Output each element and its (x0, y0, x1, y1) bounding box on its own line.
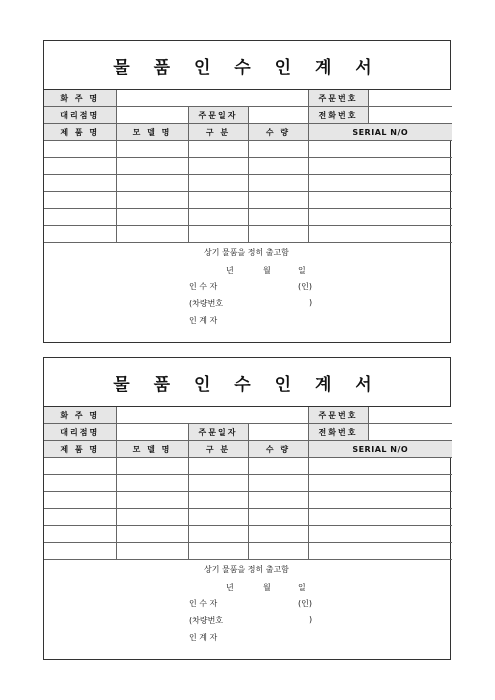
year-label: 년 (226, 266, 234, 275)
vehicle-number-open: (차량번호 (189, 299, 224, 308)
cell-product[interactable] (44, 192, 116, 209)
handover-label: 인 계 자 (189, 633, 218, 642)
cell-category[interactable] (188, 475, 248, 492)
cell-product[interactable] (44, 175, 116, 192)
phone-number-label: 전화번호 (308, 424, 368, 441)
col-model-name: 모 델 명 (116, 441, 188, 458)
item-row (44, 492, 452, 509)
phone-number-field[interactable] (368, 107, 452, 124)
cell-category[interactable] (188, 543, 248, 560)
cell-model[interactable] (116, 526, 188, 543)
phone-number-label: 전화번호 (308, 107, 368, 124)
cell-model[interactable] (116, 158, 188, 175)
order-number-field[interactable] (368, 407, 452, 424)
item-row (44, 509, 452, 526)
cell-serial[interactable] (308, 158, 452, 175)
col-product-name: 제 품 명 (44, 441, 116, 458)
receiver-label: 인 수 자 (189, 282, 218, 291)
cell-model[interactable] (116, 509, 188, 526)
day-label: 일 (298, 583, 306, 592)
col-product-name: 제 품 명 (44, 124, 116, 141)
item-row (44, 141, 452, 158)
cell-category[interactable] (188, 526, 248, 543)
cell-serial[interactable] (308, 526, 452, 543)
shipper-row (44, 90, 452, 107)
cell-product[interactable] (44, 158, 116, 175)
cell-category[interactable] (188, 192, 248, 209)
cell-model[interactable] (116, 475, 188, 492)
item-row (44, 192, 452, 209)
cell-product[interactable] (44, 209, 116, 226)
item-row (44, 526, 452, 543)
cell-product[interactable] (44, 509, 116, 526)
shipper-name-label: 화 주 명 (44, 407, 116, 424)
shipper-name-label: 화 주 명 (44, 90, 116, 107)
cell-quantity[interactable] (248, 141, 308, 158)
cell-product[interactable] (44, 141, 116, 158)
cell-product[interactable] (44, 458, 116, 475)
cell-model[interactable] (116, 458, 188, 475)
seal-mark: (인) (298, 599, 312, 608)
agency-name-field[interactable] (116, 424, 188, 441)
receiver-label: 인 수 자 (189, 599, 218, 608)
cell-quantity[interactable] (248, 209, 308, 226)
cell-serial[interactable] (308, 209, 452, 226)
cell-serial[interactable] (308, 192, 452, 209)
form-title: 물 품 인 수 인 계 서 (44, 358, 450, 407)
col-model-name: 모 델 명 (116, 124, 188, 141)
cell-serial[interactable] (308, 175, 452, 192)
year-label: 년 (226, 583, 234, 592)
col-category: 구 분 (188, 441, 248, 458)
cell-category[interactable] (188, 175, 248, 192)
cell-model[interactable] (116, 543, 188, 560)
item-row (44, 175, 452, 192)
item-row (44, 226, 452, 243)
cell-quantity[interactable] (248, 509, 308, 526)
cell-model[interactable] (116, 175, 188, 192)
order-number-field[interactable] (368, 90, 452, 107)
release-statement: 상기 물품을 정히 출고함 (204, 565, 289, 574)
seal-mark: (인) (298, 282, 312, 291)
item-row (44, 458, 452, 475)
cell-model[interactable] (116, 492, 188, 509)
shipper-row (44, 407, 452, 424)
cell-serial[interactable] (308, 475, 452, 492)
order-date-label: 주문일자 (188, 107, 248, 124)
order-date-field[interactable] (248, 424, 308, 441)
cell-product[interactable] (44, 543, 116, 560)
shipper-name-field[interactable] (116, 90, 308, 107)
receipt-form-2 (43, 357, 451, 660)
vehicle-number-close: ) (309, 298, 313, 307)
cell-product[interactable] (44, 492, 116, 509)
handover-label: 인 계 자 (189, 316, 218, 325)
form-table (44, 90, 452, 243)
receipt-form-1 (43, 40, 451, 343)
order-number-label: 주문번호 (308, 90, 368, 107)
form-table (44, 407, 452, 560)
cell-category[interactable] (188, 226, 248, 243)
item-header-row (44, 441, 452, 458)
item-row (44, 209, 452, 226)
cell-quantity[interactable] (248, 458, 308, 475)
cell-quantity[interactable] (248, 175, 308, 192)
item-row (44, 543, 452, 560)
col-quantity: 수 량 (248, 124, 308, 141)
cell-serial[interactable] (308, 458, 452, 475)
cell-category[interactable] (188, 158, 248, 175)
col-category: 구 분 (188, 124, 248, 141)
release-statement: 상기 물품을 정히 출고함 (204, 248, 289, 257)
month-label: 월 (263, 583, 271, 592)
cell-category[interactable] (188, 458, 248, 475)
cell-serial[interactable] (308, 543, 452, 560)
order-number-label: 주문번호 (308, 407, 368, 424)
order-date-label: 주문일자 (188, 424, 248, 441)
cell-product[interactable] (44, 475, 116, 492)
cell-serial[interactable] (308, 141, 452, 158)
cell-quantity[interactable] (248, 226, 308, 243)
cell-model[interactable] (116, 226, 188, 243)
agency-row (44, 107, 452, 124)
vehicle-number-close: ) (309, 615, 313, 624)
cell-model[interactable] (116, 192, 188, 209)
item-row (44, 475, 452, 492)
agency-name-label: 대리점명 (44, 424, 116, 441)
item-row (44, 158, 452, 175)
form-footer (44, 560, 450, 698)
month-label: 월 (263, 266, 271, 275)
cell-quantity[interactable] (248, 475, 308, 492)
cell-product[interactable] (44, 226, 116, 243)
cell-category[interactable] (188, 492, 248, 509)
cell-serial[interactable] (308, 226, 452, 243)
cell-serial[interactable] (308, 509, 452, 526)
cell-product[interactable] (44, 526, 116, 543)
item-header-row (44, 124, 452, 141)
col-serial-no: SERIAL N/O (308, 124, 452, 141)
order-date-field[interactable] (248, 107, 308, 124)
agency-name-field[interactable] (116, 107, 188, 124)
cell-category[interactable] (188, 141, 248, 158)
cell-category[interactable] (188, 209, 248, 226)
day-label: 일 (298, 266, 306, 275)
cell-quantity[interactable] (248, 543, 308, 560)
cell-quantity[interactable] (248, 492, 308, 509)
cell-quantity[interactable] (248, 526, 308, 543)
phone-number-field[interactable] (368, 424, 452, 441)
shipper-name-field[interactable] (116, 407, 308, 424)
cell-category[interactable] (188, 509, 248, 526)
col-serial-no: SERIAL N/O (308, 441, 452, 458)
form-title: 물 품 인 수 인 계 서 (44, 41, 450, 90)
cell-quantity[interactable] (248, 192, 308, 209)
agency-row (44, 424, 452, 441)
cell-model[interactable] (116, 141, 188, 158)
cell-quantity[interactable] (248, 158, 308, 175)
cell-model[interactable] (116, 209, 188, 226)
col-quantity: 수 량 (248, 441, 308, 458)
vehicle-number-open: (차량번호 (189, 616, 224, 625)
cell-serial[interactable] (308, 492, 452, 509)
agency-name-label: 대리점명 (44, 107, 116, 124)
